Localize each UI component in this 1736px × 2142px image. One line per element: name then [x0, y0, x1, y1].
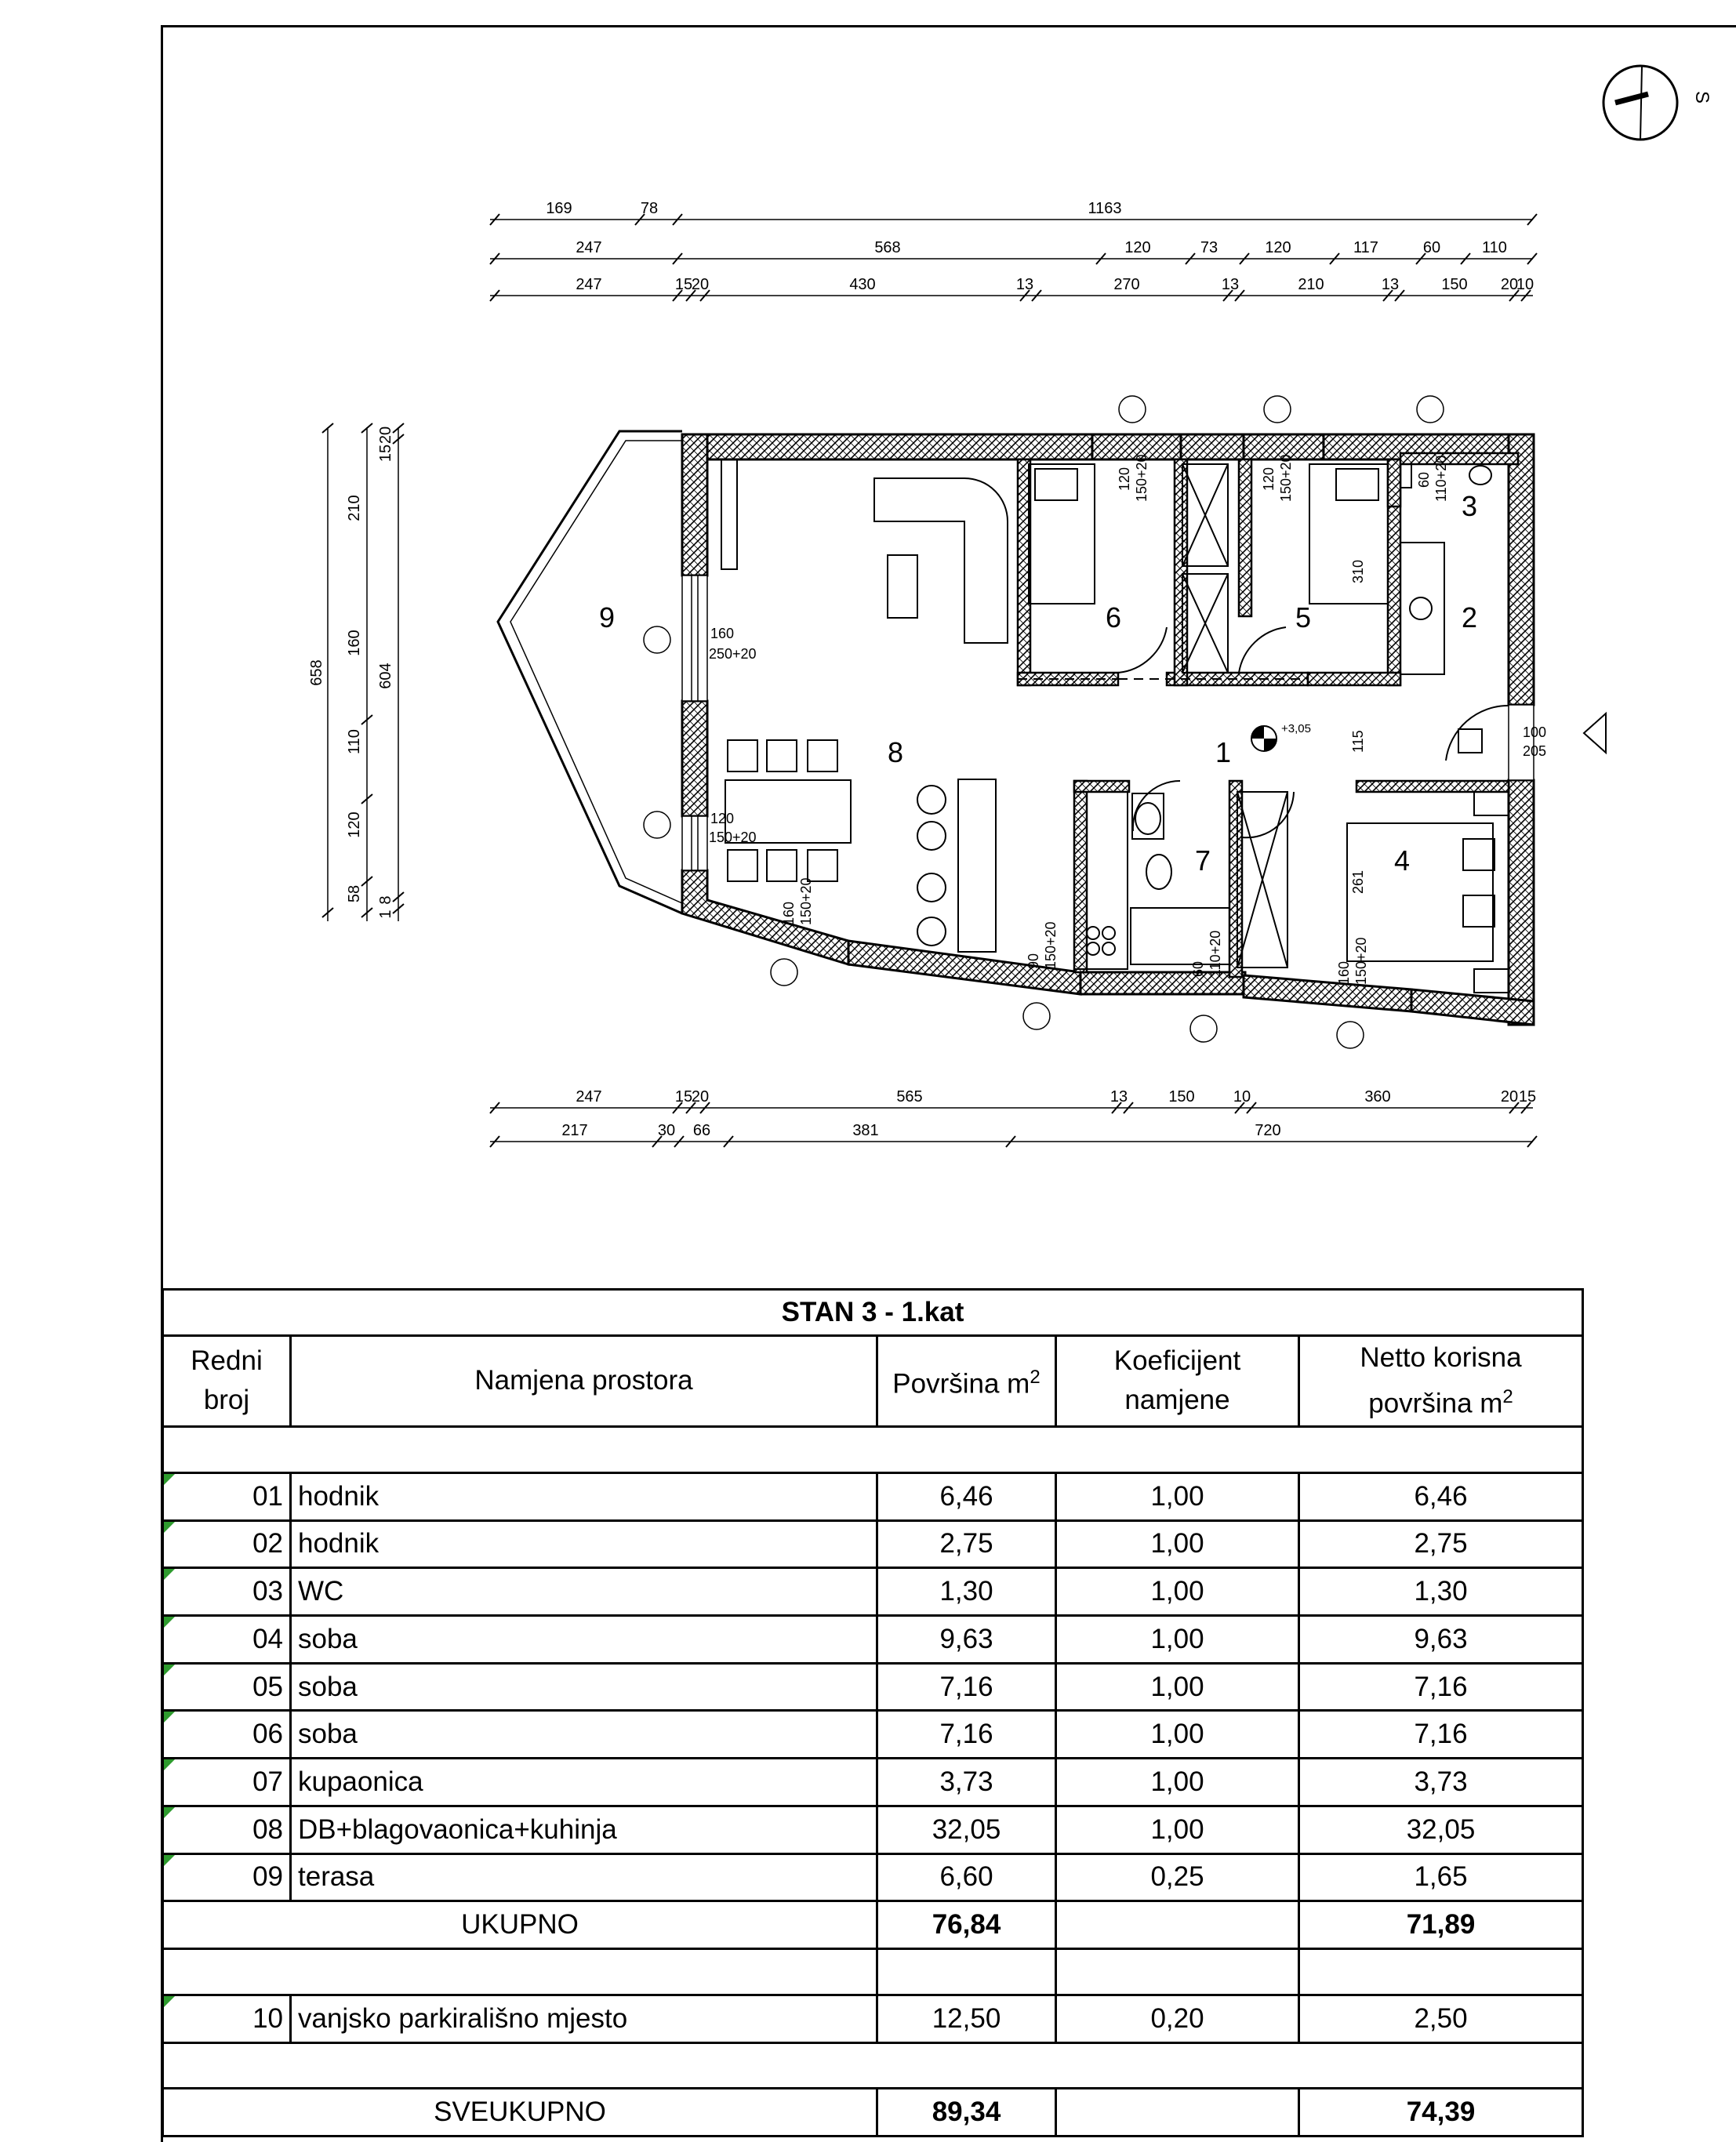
row-net-area: 32,05 [1299, 1806, 1583, 1853]
cell-marker-icon [164, 1665, 175, 1675]
dim-text: 270 [1113, 276, 1140, 293]
compass-label: S [1691, 90, 1712, 104]
cell-marker-icon [164, 1569, 175, 1580]
table-row [163, 1663, 1583, 1711]
row-net-area: 1,65 [1299, 1853, 1583, 1901]
dim-text: 120 [1265, 239, 1291, 256]
note-text: 250+20 [709, 646, 757, 662]
note-text: 110+20 [1208, 930, 1223, 977]
table-row [163, 1568, 1583, 1616]
note-text: 160 [710, 626, 735, 641]
dim-text: 568 [874, 239, 901, 256]
row-coefficient: 1,00 [1056, 1615, 1299, 1663]
cell-marker-icon [164, 1474, 175, 1485]
dim-text: 10 [1516, 276, 1534, 293]
table-title-row [163, 1290, 1583, 1336]
row-coefficient: 1,00 [1056, 1472, 1299, 1520]
dim-text: 20 [377, 426, 394, 445]
note-text: 120 [710, 811, 735, 826]
dim-text: 169 [546, 200, 572, 217]
room-number: 9 [598, 601, 616, 634]
row-number: 03 [163, 1568, 291, 1616]
row-coefficient: 1,00 [1056, 1520, 1299, 1568]
dim-text: 720 [1255, 1122, 1281, 1139]
cell-marker-icon [164, 1855, 175, 1866]
cell-marker-icon [164, 1807, 175, 1818]
dim-text: 60 [1422, 239, 1441, 256]
note-text: 261 [1350, 870, 1366, 894]
row-coefficient: 1,00 [1056, 1806, 1299, 1853]
dim-text: 20 [1500, 276, 1519, 293]
row-purpose: terasa [291, 1853, 877, 1901]
cell-marker-icon [164, 1759, 175, 1770]
note-text: 90 [1026, 953, 1041, 969]
header-area: Površina $m^2$ [877, 1335, 1056, 1426]
cell-marker-icon [164, 1522, 175, 1533]
table-row [163, 1711, 1583, 1759]
dim-text: 120 [346, 811, 363, 838]
note-text: 150+20 [798, 877, 814, 925]
row-purpose: kupaonica [291, 1759, 877, 1806]
dimensions-bottom [561, 1088, 1536, 1139]
table-row [163, 1615, 1583, 1663]
dim-text: 150 [1441, 276, 1468, 293]
parking-name: vanjsko parkirališno mjesto [291, 1995, 877, 2042]
dim-text: 247 [576, 1088, 602, 1105]
sveukupno-label: SVEUKUPNO [163, 2089, 877, 2137]
dim-text: 66 [692, 1122, 711, 1139]
north-arrow-icon [1603, 66, 1712, 140]
living-furniture [721, 459, 1008, 952]
dim-text: 73 [1200, 239, 1218, 256]
dim-text: 15 [1518, 1088, 1537, 1105]
dim-text: 247 [576, 239, 602, 256]
header-coefficient: Koeficijent namjene [1056, 1335, 1299, 1426]
dim-text: 210 [1298, 276, 1324, 293]
row-net-area: 7,16 [1299, 1663, 1583, 1711]
sveukupno-net: 74,39 [1299, 2089, 1583, 2137]
row-area: 7,16 [877, 1663, 1056, 1711]
dim-text: 78 [640, 200, 659, 217]
dim-text: 565 [896, 1088, 923, 1105]
table-row [163, 1853, 1583, 1901]
parking-no: 10 [163, 1995, 291, 2042]
row-number: 05 [163, 1663, 291, 1711]
dim-text: 8 [377, 895, 394, 905]
dim-text: 430 [849, 276, 876, 293]
row-net-area: 1,30 [1299, 1568, 1583, 1616]
dim-text: 1163 [1088, 200, 1122, 217]
row-net-area: 3,73 [1299, 1759, 1583, 1806]
row-coefficient: 1,00 [1056, 1711, 1299, 1759]
ukupno-row [163, 1901, 1583, 1949]
row-area: 2,75 [877, 1520, 1056, 1568]
dim-text: 658 [308, 659, 325, 686]
room-rows [163, 1472, 1583, 1901]
parking-net: 2,50 [1299, 1995, 1583, 2042]
room-number: 8 [887, 736, 904, 768]
row-area: 32,05 [877, 1806, 1056, 1853]
row-purpose: DB+blagovaonica+kuhinja [291, 1806, 877, 1853]
row-net-area: 6,46 [1299, 1472, 1583, 1520]
note-text: 150+20 [1353, 937, 1369, 985]
dim-text: 58 [346, 884, 363, 903]
row-coefficient: 1,00 [1056, 1568, 1299, 1616]
dimensions-top [546, 200, 1534, 293]
row-coefficient: 0,25 [1056, 1853, 1299, 1901]
room-number: 2 [1461, 601, 1478, 634]
row-number: 09 [163, 1853, 291, 1901]
row-purpose: soba [291, 1711, 877, 1759]
cell-marker-icon [164, 1712, 175, 1723]
row-purpose: soba [291, 1663, 877, 1711]
parking-coef: 0,20 [1056, 1995, 1299, 2042]
dim-text: 160 [346, 630, 363, 656]
dim-text: 210 [346, 495, 363, 521]
table-header-row [163, 1335, 1583, 1426]
row-number: 02 [163, 1520, 291, 1568]
dim-text: 15 [674, 1088, 693, 1105]
row-area: 1,30 [877, 1568, 1056, 1616]
dim-text: 20 [1500, 1088, 1519, 1105]
table-spacer-row [163, 1949, 1583, 1995]
ukupno-area: 76,84 [877, 1901, 1056, 1949]
header-no: Redni broj [163, 1335, 291, 1426]
table-row [163, 1759, 1583, 1806]
dim-text: 15 [377, 444, 394, 463]
dim-text: 13 [1381, 276, 1400, 293]
row-coefficient: 1,00 [1056, 1759, 1299, 1806]
parking-area: 12,50 [877, 1995, 1056, 2042]
header-net-area: Netto korisna površina $m^2$ [1299, 1335, 1583, 1426]
dim-text: 20 [691, 1088, 710, 1105]
dim-text: 20 [691, 276, 710, 293]
room-number: 6 [1105, 601, 1122, 634]
room-number: 3 [1461, 490, 1478, 522]
row-net-area: 9,63 [1299, 1615, 1583, 1663]
dim-text: 110 [1482, 239, 1507, 256]
row-purpose: WC [291, 1568, 877, 1616]
note-text: 160 [1336, 960, 1352, 985]
table-spacer-row [163, 1427, 1583, 1473]
note-text: 310 [1350, 559, 1366, 583]
dim-text: 360 [1364, 1088, 1391, 1105]
table-title: STAN 3 - 1.kat [163, 1290, 1583, 1336]
room-number: 5 [1295, 601, 1312, 634]
entrance-marker-icon [1584, 713, 1606, 753]
note-text: 60 [1416, 471, 1432, 488]
note-text: 150+20 [1134, 454, 1149, 502]
note-text: 110+20 [1433, 455, 1449, 502]
room-number: 1 [1215, 736, 1232, 768]
row-purpose: hodnik [291, 1472, 877, 1520]
level-mark-text: +3,05 [1281, 722, 1311, 735]
room-area-table [162, 1288, 1584, 2137]
level-marker [1251, 722, 1311, 751]
row-number: 01 [163, 1472, 291, 1520]
table-row [163, 1806, 1583, 1853]
note-text: 120 [1261, 467, 1277, 491]
note-text: 60 [1190, 960, 1206, 977]
parking-row [163, 1995, 1583, 2042]
sveukupno-row [163, 2089, 1583, 2137]
dim-text: 110 [346, 729, 363, 754]
bathroom-fixtures [1074, 464, 1491, 969]
row-number: 08 [163, 1806, 291, 1853]
dim-text: 604 [377, 663, 394, 689]
sveukupno-area: 89,34 [877, 2089, 1056, 2137]
room-number: 7 [1194, 844, 1211, 877]
dim-text: 10 [1233, 1088, 1251, 1105]
row-area: 9,63 [877, 1615, 1056, 1663]
dim-text: 30 [657, 1122, 676, 1139]
dimensions-left [308, 427, 394, 919]
note-text: 150+20 [1278, 454, 1294, 502]
dim-text: 120 [1124, 239, 1151, 256]
table-row [163, 1472, 1583, 1520]
ukupno-net: 71,89 [1299, 1901, 1583, 1949]
dim-text: 217 [561, 1122, 588, 1139]
cell-marker-icon [164, 1996, 175, 2007]
header-purpose: Namjena prostora [291, 1335, 877, 1426]
exterior-walls [682, 434, 1534, 1025]
dim-text: 150 [1168, 1088, 1195, 1105]
ukupno-label: UKUPNO [163, 1901, 877, 1949]
note-text: 100 [1523, 724, 1547, 740]
row-net-area: 2,75 [1299, 1520, 1583, 1568]
row-area: 6,46 [877, 1472, 1056, 1520]
dim-text: 13 [1221, 276, 1240, 293]
row-area: 3,73 [877, 1759, 1056, 1806]
note-text: 120 [1117, 467, 1132, 491]
note-text: 160 [781, 901, 797, 925]
room-number: 4 [1393, 844, 1411, 877]
row-number: 07 [163, 1759, 291, 1806]
cell-marker-icon [164, 1617, 175, 1628]
dim-text: 117 [1353, 239, 1378, 256]
dim-text: 247 [576, 276, 602, 293]
table-spacer-row [163, 2042, 1583, 2089]
dim-text: 15 [674, 276, 693, 293]
row-coefficient: 1,00 [1056, 1663, 1299, 1711]
row-number: 06 [163, 1711, 291, 1759]
row-number: 04 [163, 1615, 291, 1663]
row-purpose: soba [291, 1615, 877, 1663]
note-text: 115 [1350, 730, 1366, 753]
dim-text: 381 [852, 1122, 879, 1139]
dim-text: 1 [377, 909, 394, 919]
row-purpose: hodnik [291, 1520, 877, 1568]
row-area: 6,60 [877, 1853, 1056, 1901]
dim-text: 13 [1110, 1088, 1128, 1105]
dim-text: 13 [1015, 276, 1034, 293]
note-text: 205 [1523, 743, 1547, 759]
note-text: 150+20 [1043, 921, 1059, 969]
row-net-area: 7,16 [1299, 1711, 1583, 1759]
table-row [163, 1520, 1583, 1568]
row-area: 7,16 [877, 1711, 1056, 1759]
terrace-outline [498, 431, 682, 913]
note-text: 150+20 [709, 830, 757, 845]
